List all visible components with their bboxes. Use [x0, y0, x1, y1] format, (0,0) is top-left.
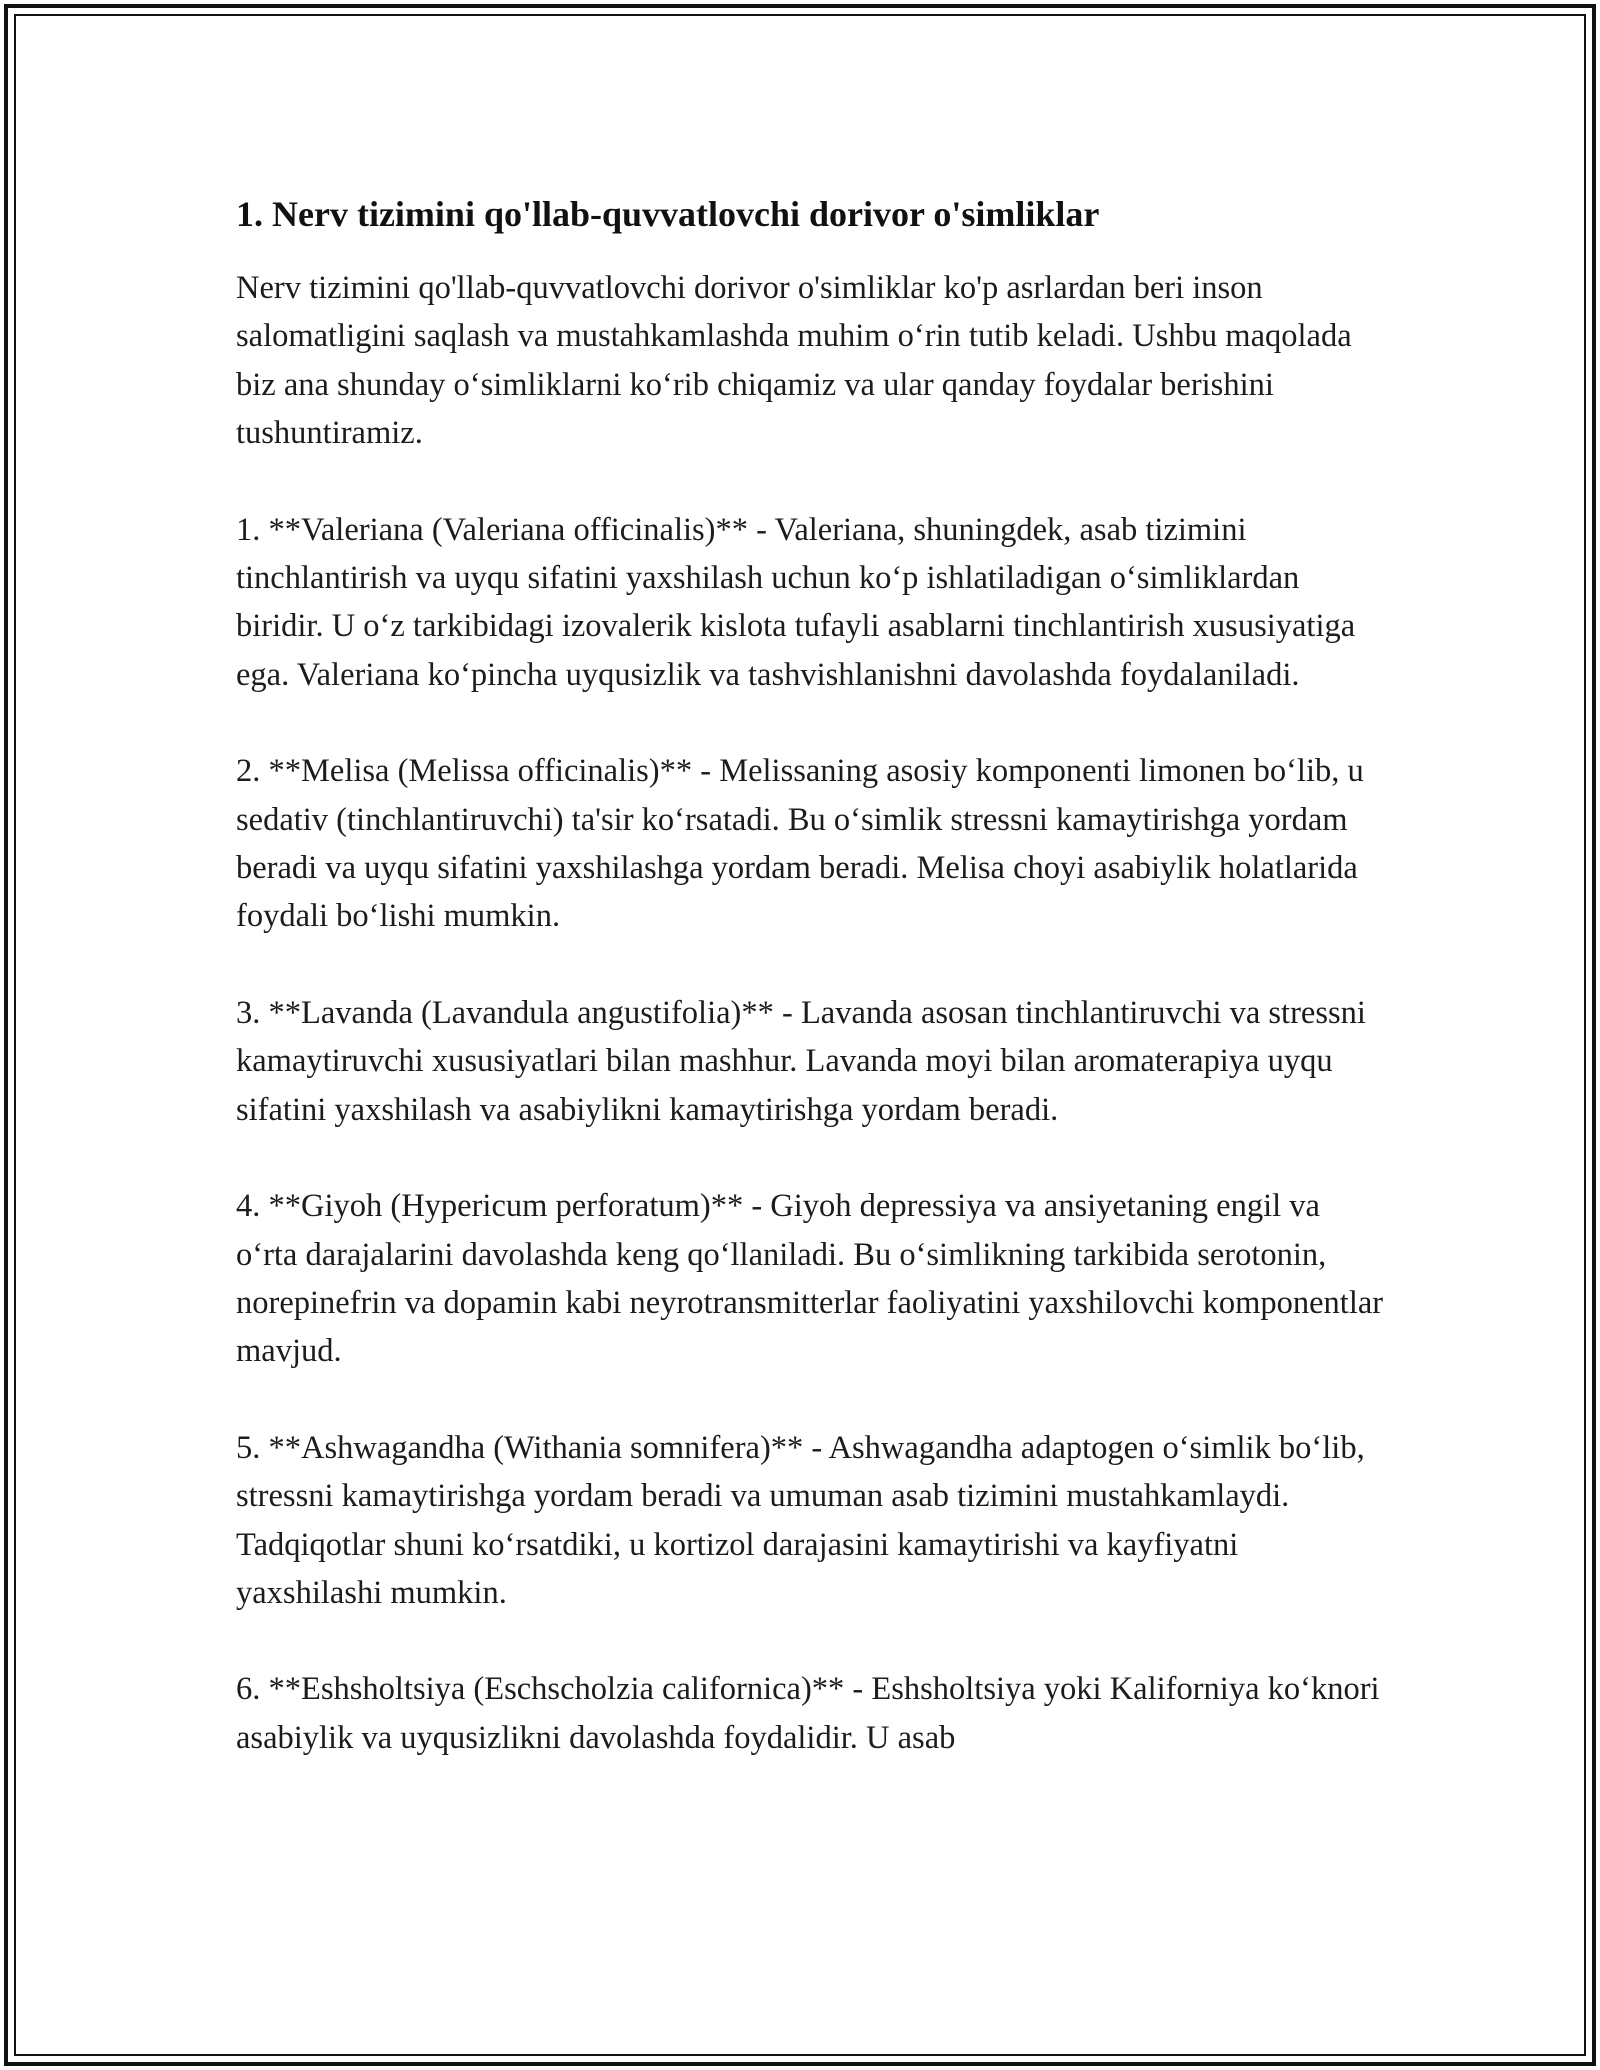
- item-melisa: 2. **Melisa (Melissa officinalis)** - Melissaning asosiy komponenti limonen bo‘lib, u sedativ (tinchlantiruvchi) ta'sir ko‘rsatadi. Bu o‘simlik stressni kamaytirishga yordam beradi va uyqu sifatini yaxshilashga yordam beradi. Melisa choyi asabiylik holatlarida foydali bo‘lishi mumkin.: [236, 753, 1364, 935]
- intro-paragraph: Nerv tizimini qo'llab-quvvatlovchi dorivor o'simliklar ko'p asrlardan beri inson salomatligini saqlash va mustahkamlashda muhim o‘rin tutib keladi. Ushbu maqolada biz ana shunday o‘simliklarni ko‘rib chiqamiz va ular qanday foydalar berishini tushuntiramiz.: [236, 270, 1352, 452]
- item-giyoh: 4. **Giyoh (Hypericum perforatum)** - Giyoh depressiya va ansiyetaning engil va o‘rta darajalarini davolashda keng qo‘llaniladi. Bu o‘simlikning tarkibida serotonin, norepinefrin va dopamin kabi neyrotransmitterlar faoliyatini yaxshilovchi komponentlar mavjud.: [236, 1188, 1384, 1370]
- document-body: [236, 190, 1386, 1810]
- item-lavanda: 3. **Lavanda (Lavandula angustifolia)** - Lavanda asosan tinchlantiruvchi va stressni kamaytiruvchi xususiyatlari bilan mashhur. Lavanda moyi bilan aromaterapiya uyqu sifatini yaxshilash va asabiylikni kamaytirishga yordam beradi.: [236, 994, 1366, 1128]
- item-valeriana: 1. **Valeriana (Valeriana officinalis)** - Valeriana, shuningdek, asab tizimini tinchlantirish va uyqu sifatini yaxshilash uchun ko‘p ishlatiladigan o‘simliklardan biridir. U o‘z tarkibidagi izovalerik kislota tufayli asablarni tinchlantirish xususiyatiga ega. Valeriana ko‘pincha uyqusizlik va tashvishlanishni davolashda foydalaniladi.: [236, 511, 1356, 693]
- item-eshsholtsiya: 6. **Eshsholtsiya (Eschscholzia californica)** - Eshsholtsiya yoki Kaliforniya ko‘knori asabiylik va uyqusizlikni davolashda foydalidir. U asab: [236, 1671, 1380, 1756]
- item-ashwagandha: 5. **Ashwagandha (Withania somnifera)** - Ashwagandha adaptogen o‘simlik bo‘lib, stressni kamaytirishga yordam beradi va umuman asab tizimini mustahkamlaydi. Tadqiqotlar shuni ko‘rsatdiki, u kortizol darajasini kamaytirishi va kayfiyatni yaxshilashi mumkin.: [236, 1429, 1365, 1611]
- document-heading: 1. Nerv tizimini qo'llab-quvvatlovchi dorivor o'simliklar: [236, 194, 1100, 234]
